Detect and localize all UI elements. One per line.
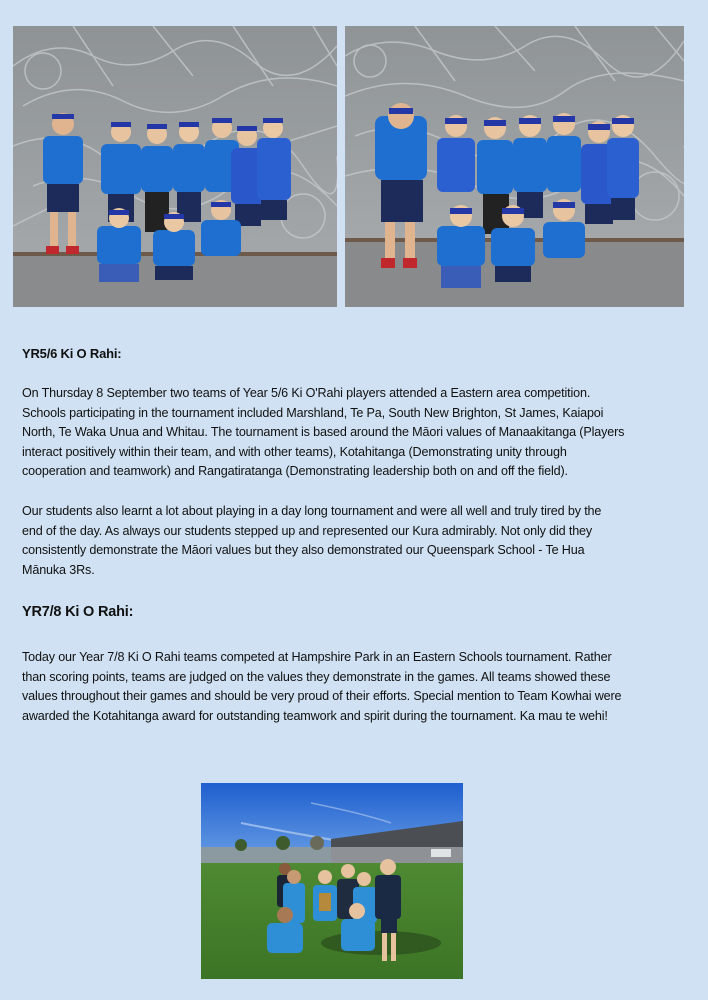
text-line: consistently demonstrate the Māori values but they also demonstrated our Queenspark School - Te Hua	[22, 543, 585, 558]
text-line: Our students also learnt a lot about playing in a day long tournament and were all well and truly tired by the	[22, 504, 602, 518]
section-yr78-paragraph-1	[22, 648, 672, 726]
team-photo-yr56-1	[13, 26, 337, 307]
text-line: end of the day. As always our students stepped up and represented our Kura admirably. Not only did they	[22, 523, 593, 538]
text-line: than scoring points, teams are judged on the values they demonstrate in the games. All teams showed these	[22, 669, 611, 684]
team-photo-yr56-2-image	[345, 26, 684, 307]
text-line: Mānuka 3Rs.	[22, 562, 95, 577]
text-line: interact positively within their team, and with other teams), Kotahitanga (Demonstrating unity through	[22, 444, 567, 459]
section-heading-yr78: YR7/8 Ki O Rahi:	[22, 604, 134, 620]
section-yr56-paragraph-1	[22, 384, 672, 482]
text-line: Today our Year 7/8 Ki O Rahi teams competed at Hampshire Park in an Eastern Schools tournament. Rather	[22, 650, 612, 664]
text-line: awarded the Kotahitanga award for outstanding teamwork and spirit during the tournament. Ka mau te wehi!	[22, 708, 608, 723]
team-photo-yr78	[201, 783, 463, 979]
team-photo-yr56-1-image	[13, 26, 337, 307]
text-line: cooperation and teamwork) and Rangatiratanga (Demonstrating leadership both on and off the field).	[22, 464, 568, 479]
text-line: North, Te Waka Unua and Whitau. The tournament is based around the Māori values of Manaakitanga (Players	[22, 425, 625, 440]
section-yr56-paragraph-2	[22, 502, 672, 580]
text-line: Schools participating in the tournament included Marshland, Te Pa, South New Brighton, St James, Kaiapoi	[22, 405, 604, 420]
text-line: values throughout their games and should be very proud of their efforts. Special mention to Team Kowhai were	[22, 689, 622, 704]
team-photo-yr78-image	[201, 783, 463, 979]
section-heading-yr56: YR5/6 Ki O Rahi:	[22, 346, 122, 361]
text-line: On Thursday 8 September two teams of Year 5/6 Ki O'Rahi players attended a Eastern area competition.	[22, 386, 591, 400]
team-photo-yr56-2	[345, 26, 684, 307]
